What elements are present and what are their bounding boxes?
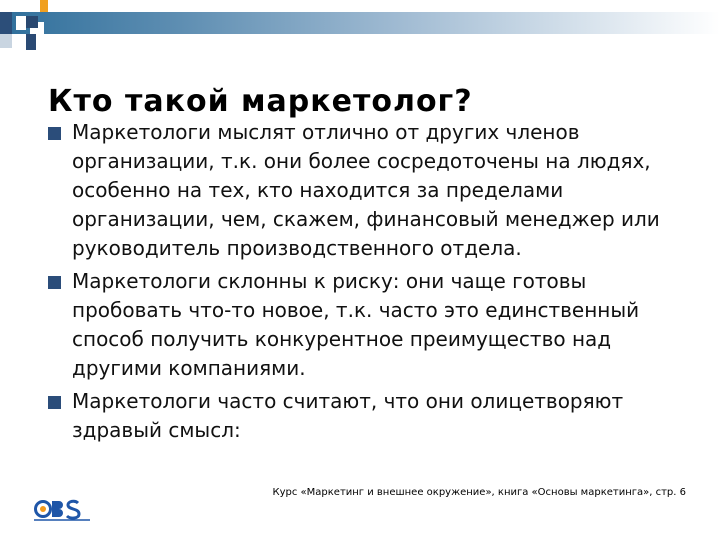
square-bullet-icon: [48, 276, 61, 289]
header-navy-square: [26, 16, 38, 28]
header-grey-square: [0, 34, 12, 48]
bullet-text: Маркетологи склонны к риску: они чаще готовы пробовать что-то новое, т.к. часто это единственный способ получить конкурентное преимущество над другими компаниями.: [72, 269, 640, 380]
header-white-square: [16, 16, 26, 30]
footer-reference: Курс «Маркетинг и внешнее окружение», книга «Основы маркетинга», стр. 6: [272, 487, 686, 498]
obs-logo: [34, 498, 92, 526]
bullet-item: [48, 118, 698, 263]
header-navy-square-2: [26, 34, 36, 50]
bullet-item: [48, 387, 698, 445]
bullet-item: [48, 267, 698, 383]
bullet-text: Маркетологи мыслят отлично от других членов организации, т.к. они более сосредоточены на людях, особенно на тех, кто находится за пределами организации, чем, скажем, финансовый менеджер или руководитель производственного отдела.: [72, 120, 660, 260]
header-orange-accent: [40, 0, 48, 12]
square-bullet-icon: [48, 396, 61, 409]
bullet-list: [48, 118, 698, 449]
header-navy-block: [0, 12, 12, 34]
slide-title: Кто такой маркетолог?: [48, 84, 473, 119]
square-bullet-icon: [48, 127, 61, 140]
header-gradient-band: [0, 12, 720, 34]
bullet-text: Маркетологи часто считают, что они олицетворяют здравый смысл:: [72, 389, 624, 442]
